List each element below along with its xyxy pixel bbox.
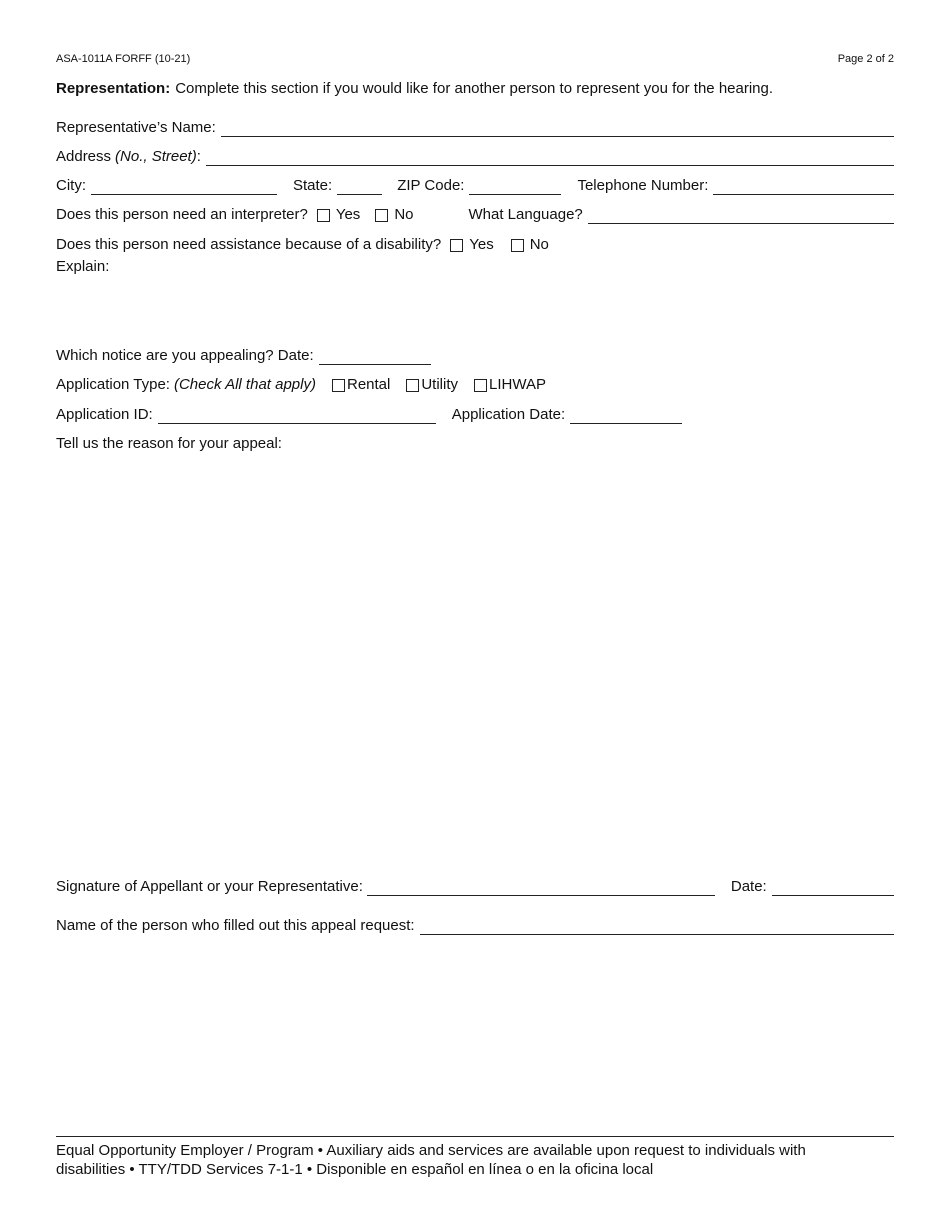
app-date-field[interactable] [570,408,682,424]
representation-text: Complete this section if you would like for another person to represent you for the hearing. [175,80,774,97]
app-date-label: Application Date: [451,406,566,423]
footer-line-2: disabilities • TTY/TDD Services 7-1-1 • Disponible en español en línea o en la oficina local [56,1161,654,1178]
form-id: ASA-1011A FORFF (10-21) [56,53,191,65]
explain-label: Explain: [56,258,110,275]
notice-row [56,347,894,365]
city-field[interactable] [91,179,277,195]
filled-by-field[interactable] [420,919,894,935]
rep-name-field[interactable] [221,121,894,137]
utility-label: Utility [421,376,459,393]
signature-date-field[interactable] [772,880,894,896]
interpreter-yes-label: Yes [335,206,361,223]
address-hint: (No., Street) [115,148,197,165]
address-field[interactable] [206,150,894,166]
disability-question: Does this person need assistance because of a disability? [56,236,442,253]
footer [56,1141,894,1179]
state-label: State: [293,177,333,194]
rental-checkbox[interactable] [332,379,345,392]
signature-row [56,878,894,896]
city-label: City: [56,177,86,194]
reason-label: Tell us the reason for your appeal: [56,435,282,452]
phone-label: Telephone Number: [577,177,709,194]
filled-by-row [56,917,894,935]
representation-intro [56,80,894,98]
explain-row [56,258,894,276]
filled-by-label: Name of the person who filled out this appeal request: [56,917,415,934]
representation-heading: Representation: [56,80,171,97]
notice-label: Which notice are you appealing? Date: [56,347,314,364]
interpreter-no-label: No [394,206,414,223]
lihwap-checkbox[interactable] [474,379,487,392]
disability-row [56,236,894,254]
app-type-label: Application Type: [56,376,170,393]
address-row [56,148,894,166]
zip-label: ZIP Code: [397,177,465,194]
disability-no-checkbox[interactable] [511,239,524,252]
page-number: Page 2 of 2 [837,53,894,65]
city-row [56,177,894,195]
reason-row [56,435,894,453]
app-type-row [56,376,894,394]
interpreter-yes-checkbox[interactable] [317,209,330,222]
disability-no-label: No [529,236,549,253]
utility-checkbox[interactable] [406,379,419,392]
app-type-hint: (Check All that apply) [173,376,316,393]
app-id-field[interactable] [158,408,436,424]
app-id-row [56,406,894,424]
address-colon: : [196,148,201,165]
app-id-label: Application ID: [56,406,153,423]
address-label: Address [56,148,112,165]
signature-date-label: Date: [730,878,767,895]
zip-field[interactable] [469,179,561,195]
footer-line-1: Equal Opportunity Employer / Program • Auxiliary aids and services are available upon request to individuals with [56,1142,806,1159]
rep-name-label: Representative’s Name: [56,119,216,136]
disability-yes-label: Yes [469,236,494,253]
disability-yes-checkbox[interactable] [450,239,463,252]
lihwap-label: LIHWAP [489,376,546,393]
reason-area[interactable] [56,458,894,858]
rental-label: Rental [346,376,391,393]
signature-label: Signature of Appellant or your Representative: [56,878,363,895]
language-label: What Language? [468,206,583,223]
interpreter-row [56,206,894,224]
notice-date-field[interactable] [319,349,431,365]
signature-field[interactable] [367,880,715,896]
state-field[interactable] [337,179,382,195]
phone-field[interactable] [713,179,894,195]
rep-name-row [56,119,894,137]
interpreter-question: Does this person need an interpreter? [56,206,308,223]
footer-divider [56,1136,894,1137]
interpreter-no-checkbox[interactable] [375,209,388,222]
language-field[interactable] [588,208,894,224]
